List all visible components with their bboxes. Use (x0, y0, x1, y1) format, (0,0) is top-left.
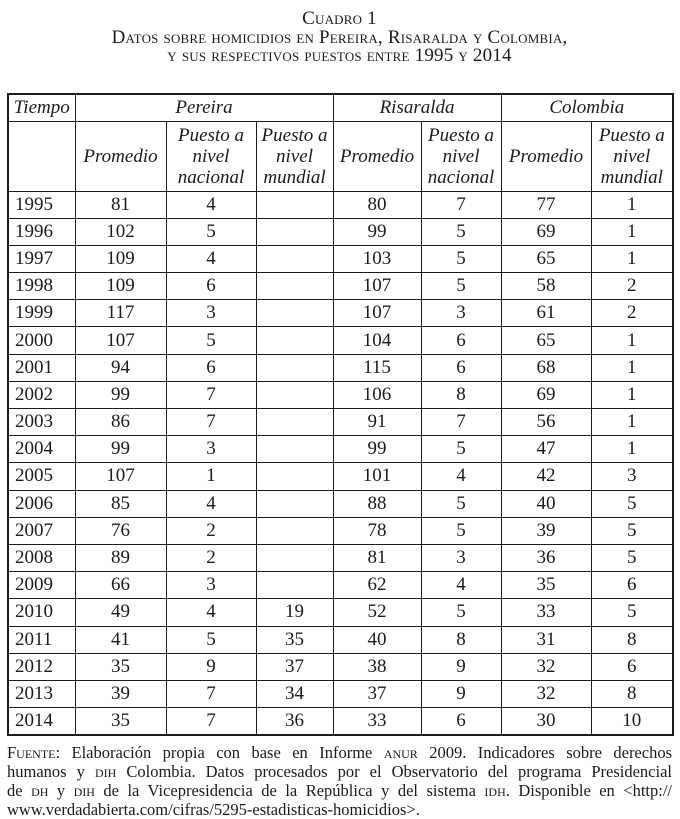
value-cell: 9 (421, 653, 501, 680)
value-cell: 7 (421, 409, 501, 436)
year-cell: 2004 (8, 436, 75, 463)
value-cell (256, 300, 333, 327)
value-cell: 103 (333, 245, 421, 272)
value-cell (256, 463, 333, 490)
year-cell: 2006 (8, 490, 75, 517)
value-cell: 8 (591, 680, 673, 707)
title-caption-number: Cuadro 1 (302, 8, 377, 29)
value-cell: 7 (166, 708, 256, 736)
value-cell: 37 (256, 653, 333, 680)
value-cell: 101 (333, 463, 421, 490)
note-text: y (48, 781, 74, 801)
value-cell: 40 (333, 626, 421, 653)
source-note-line (7, 743, 672, 762)
table-row-1997 (8, 245, 673, 272)
value-cell: 94 (75, 354, 166, 381)
value-cell: 5 (421, 273, 501, 300)
table-row-2008 (8, 544, 673, 571)
value-cell: 39 (501, 517, 591, 544)
value-cell: 109 (75, 245, 166, 272)
value-cell: 86 (75, 409, 166, 436)
value-cell: 65 (501, 245, 591, 272)
value-cell: 49 (75, 599, 166, 626)
value-cell (256, 409, 333, 436)
year-cell: 1999 (8, 300, 75, 327)
value-cell: 7 (166, 381, 256, 408)
table-row-2011 (8, 626, 673, 653)
value-cell (256, 273, 333, 300)
value-cell: 6 (591, 653, 673, 680)
table-row-2002 (8, 381, 673, 408)
value-cell: 61 (501, 300, 591, 327)
column-header: Promedio (333, 121, 421, 191)
value-cell: 6 (421, 354, 501, 381)
value-cell: 4 (166, 245, 256, 272)
value-cell: 99 (333, 436, 421, 463)
value-cell (256, 572, 333, 599)
value-cell: 85 (75, 490, 166, 517)
value-cell: 107 (333, 273, 421, 300)
year-cell: 2011 (8, 626, 75, 653)
year-cell: 2000 (8, 327, 75, 354)
value-cell: 35 (501, 572, 591, 599)
year-cell: 2013 (8, 680, 75, 707)
value-cell: 1 (166, 463, 256, 490)
note-text: de (7, 781, 32, 801)
year-cell: 1998 (8, 273, 75, 300)
table-header (8, 94, 673, 192)
value-cell: 1 (591, 245, 673, 272)
value-cell: 76 (75, 517, 166, 544)
note-text: de la Vicepresidencia de la República y del sistema (94, 781, 485, 801)
group-header-row (8, 94, 673, 122)
value-cell: 3 (166, 300, 256, 327)
value-cell: 109 (75, 273, 166, 300)
value-cell: 58 (501, 273, 591, 300)
value-cell: 89 (75, 544, 166, 571)
table-row-2005 (8, 463, 673, 490)
value-cell: 115 (333, 354, 421, 381)
value-cell: 6 (421, 708, 501, 736)
value-cell: 56 (501, 409, 591, 436)
value-cell: 5 (591, 517, 673, 544)
value-cell: 31 (501, 626, 591, 653)
year-cell: 1997 (8, 245, 75, 272)
value-cell: 6 (591, 572, 673, 599)
value-cell: 77 (501, 191, 591, 218)
note-text: : Elaboración propia con base en Informe (55, 743, 384, 763)
table-row-2000 (8, 327, 673, 354)
value-cell: 3 (166, 436, 256, 463)
table-row-2007 (8, 517, 673, 544)
table-row-2003 (8, 409, 673, 436)
value-cell: 42 (501, 463, 591, 490)
table-row-2009 (8, 572, 673, 599)
note-text: 2009. Indicadores sobre derechos (417, 743, 673, 763)
value-cell: 36 (501, 544, 591, 571)
value-cell: 9 (421, 680, 501, 707)
value-cell: 1 (591, 381, 673, 408)
year-cell: 2009 (8, 572, 75, 599)
table-row-2013 (8, 680, 673, 707)
value-cell: 62 (333, 572, 421, 599)
title-line-3: y sus respectivos puestos entre 1995 y 2014 (167, 45, 512, 66)
value-cell (256, 544, 333, 571)
subheader-empty-cell (8, 121, 75, 191)
value-cell: 10 (591, 708, 673, 736)
value-cell: 5 (421, 436, 501, 463)
table-title (7, 6, 672, 66)
value-cell: 4 (421, 463, 501, 490)
value-cell: 1 (591, 218, 673, 245)
value-cell: 4 (421, 572, 501, 599)
small-caps-text: Fuente (7, 743, 56, 763)
value-cell: 9 (166, 653, 256, 680)
value-cell: 107 (333, 300, 421, 327)
value-cell: 69 (501, 381, 591, 408)
value-cell: 4 (166, 191, 256, 218)
value-cell: 104 (333, 327, 421, 354)
note-text: . Disponible en <http:// (505, 781, 673, 801)
value-cell: 52 (333, 599, 421, 626)
value-cell: 41 (75, 626, 166, 653)
year-cell: 2012 (8, 653, 75, 680)
value-cell: 33 (501, 599, 591, 626)
value-cell: 8 (421, 381, 501, 408)
value-cell: 38 (333, 653, 421, 680)
column-header: Puesto a nivel mundial (256, 121, 333, 191)
value-cell: 35 (75, 708, 166, 736)
value-cell (256, 218, 333, 245)
table-row-1995 (8, 191, 673, 218)
value-cell: 5 (166, 626, 256, 653)
year-cell: 2010 (8, 599, 75, 626)
title-line-2: Datos sobre homicidios en Pereira, Risaralda y Colombia, (111, 26, 568, 48)
value-cell: 5 (166, 327, 256, 354)
value-cell: 99 (75, 436, 166, 463)
source-note-line (7, 762, 672, 781)
column-header: Puesto a nivel mundial (591, 121, 673, 191)
table-row-1999 (8, 300, 673, 327)
value-cell: 117 (75, 300, 166, 327)
value-cell (256, 191, 333, 218)
small-caps-text: dih (94, 762, 117, 782)
group-header-pereira: Pereira (75, 94, 333, 122)
value-cell: 3 (591, 463, 673, 490)
value-cell: 37 (333, 680, 421, 707)
value-cell: 5 (421, 599, 501, 626)
value-cell: 107 (75, 327, 166, 354)
value-cell: 32 (501, 680, 591, 707)
value-cell: 80 (333, 191, 421, 218)
value-cell: 2 (591, 300, 673, 327)
value-cell: 2 (166, 544, 256, 571)
value-cell: 6 (421, 327, 501, 354)
small-caps-text: dh (31, 781, 49, 801)
value-cell: 69 (501, 218, 591, 245)
note-text: Colombia. Datos procesados por el Observatorio del programa Presidencial (116, 762, 672, 782)
source-note-line (7, 781, 672, 800)
value-cell: 1 (591, 354, 673, 381)
group-header-colombia: Colombia (501, 94, 673, 122)
value-cell: 1 (591, 409, 673, 436)
table-row-1998 (8, 273, 673, 300)
value-cell: 19 (256, 599, 333, 626)
value-cell: 81 (75, 191, 166, 218)
value-cell: 40 (501, 490, 591, 517)
column-header: Puesto a nivel nacional (166, 121, 256, 191)
value-cell: 7 (166, 409, 256, 436)
source-note (7, 743, 672, 819)
value-cell: 39 (75, 680, 166, 707)
value-cell (256, 490, 333, 517)
value-cell: 66 (75, 572, 166, 599)
source-note-line (7, 800, 672, 819)
value-cell: 8 (421, 626, 501, 653)
value-cell: 4 (166, 599, 256, 626)
value-cell: 5 (166, 218, 256, 245)
value-cell: 91 (333, 409, 421, 436)
value-cell: 88 (333, 490, 421, 517)
column-header: Promedio (501, 121, 591, 191)
year-cell: 2001 (8, 354, 75, 381)
table-row-2012 (8, 653, 673, 680)
homicide-data-table (7, 93, 674, 737)
value-cell: 6 (166, 273, 256, 300)
value-cell: 2 (166, 517, 256, 544)
value-cell: 68 (501, 354, 591, 381)
value-cell: 7 (166, 680, 256, 707)
value-cell: 99 (333, 218, 421, 245)
value-cell: 6 (166, 354, 256, 381)
value-cell: 81 (333, 544, 421, 571)
sub-header-row (8, 121, 673, 191)
small-caps-text: idh (484, 781, 506, 801)
table-row-2006 (8, 490, 673, 517)
value-cell (256, 327, 333, 354)
value-cell: 3 (421, 300, 501, 327)
year-cell: 2002 (8, 381, 75, 408)
value-cell: 107 (75, 463, 166, 490)
value-cell: 34 (256, 680, 333, 707)
value-cell: 35 (256, 626, 333, 653)
value-cell: 5 (591, 544, 673, 571)
value-cell (256, 381, 333, 408)
value-cell: 1 (591, 327, 673, 354)
note-text: www.verdadabierta.com/cifras/5295-estadisticas-homicidios>. (7, 800, 420, 819)
table-row-2014 (8, 708, 673, 736)
column-header: Promedio (75, 121, 166, 191)
value-cell: 5 (421, 490, 501, 517)
year-cell: 1995 (8, 191, 75, 218)
value-cell: 5 (421, 245, 501, 272)
value-cell: 36 (256, 708, 333, 736)
value-cell: 102 (75, 218, 166, 245)
value-cell (256, 354, 333, 381)
column-header: Puesto a nivel nacional (421, 121, 501, 191)
table-row-2004 (8, 436, 673, 463)
table-body (8, 191, 673, 735)
value-cell: 47 (501, 436, 591, 463)
table-row-2001 (8, 354, 673, 381)
small-caps-text: anur (383, 743, 418, 763)
year-cell: 2008 (8, 544, 75, 571)
value-cell: 106 (333, 381, 421, 408)
value-cell: 8 (591, 626, 673, 653)
value-cell: 32 (501, 653, 591, 680)
year-cell: 2007 (8, 517, 75, 544)
value-cell: 3 (166, 572, 256, 599)
value-cell: 4 (166, 490, 256, 517)
value-cell: 5 (591, 599, 673, 626)
value-cell: 3 (421, 544, 501, 571)
corner-cell-tiempo: Tiempo (8, 94, 75, 122)
value-cell: 1 (591, 436, 673, 463)
value-cell: 99 (75, 381, 166, 408)
value-cell: 2 (591, 273, 673, 300)
year-cell: 2014 (8, 708, 75, 736)
group-header-risaralda: Risaralda (333, 94, 501, 122)
value-cell: 33 (333, 708, 421, 736)
year-cell: 2005 (8, 463, 75, 490)
year-cell: 1996 (8, 218, 75, 245)
value-cell: 5 (591, 490, 673, 517)
value-cell: 5 (421, 218, 501, 245)
value-cell (256, 436, 333, 463)
value-cell: 1 (591, 191, 673, 218)
table-row-1996 (8, 218, 673, 245)
value-cell: 78 (333, 517, 421, 544)
note-text: humanos y (7, 762, 95, 782)
value-cell: 30 (501, 708, 591, 736)
table-row-2010 (8, 599, 673, 626)
value-cell (256, 245, 333, 272)
value-cell: 35 (75, 653, 166, 680)
value-cell: 7 (421, 191, 501, 218)
value-cell: 65 (501, 327, 591, 354)
year-cell: 2003 (8, 409, 75, 436)
small-caps-text: dih (73, 781, 95, 801)
value-cell: 5 (421, 517, 501, 544)
value-cell (256, 517, 333, 544)
